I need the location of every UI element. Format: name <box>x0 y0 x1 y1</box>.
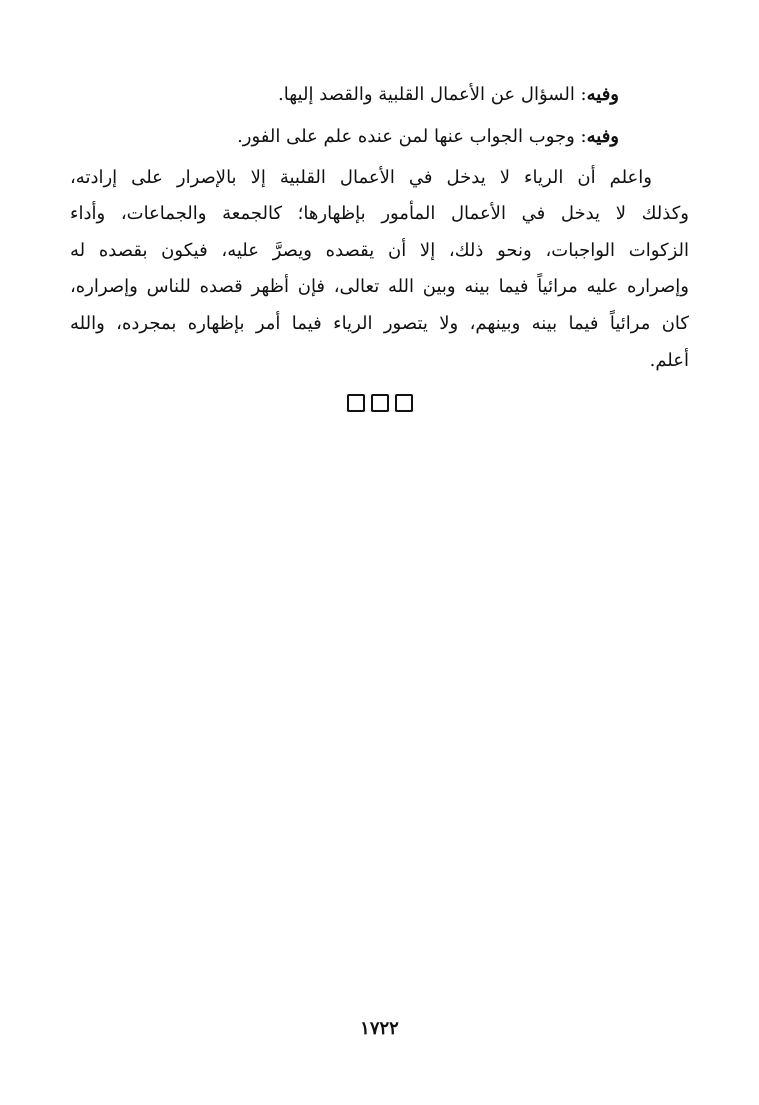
point-label-1: وفيه <box>586 84 619 105</box>
square-ornament-icon <box>395 394 413 412</box>
point-label-2: وفيه <box>586 126 619 147</box>
square-ornament-icon <box>347 394 365 412</box>
section-separator <box>0 394 759 416</box>
square-ornament-icon <box>371 394 389 412</box>
point-line-2 <box>70 126 689 147</box>
paragraph-line: أعلم. <box>649 350 689 371</box>
paragraph-line: واعلم أن الرياء لا يدخل في الأعمال القلبية إلا بالإصرار على إرادته، <box>70 167 652 188</box>
paragraph-line: وإصراره عليه مرائياً فيما بينه وبين الله تعالى، فإن أظهر قصده للناس وإصراره، <box>70 276 689 297</box>
paragraph-line: وكذلك لا يدخل في الأعمال المأمور بإظهارها؛ كالجمعة والجماعات، وأداء <box>70 203 689 224</box>
point-line-1 <box>70 84 689 105</box>
paragraph-line: الزكوات الواجبات، ونحو ذلك، إلا أن يقصده ويصرَّ عليه، فيكون بقصده له <box>70 240 689 261</box>
paragraph-line: كان مرائياً فيما بينه وبينهم، ولا يتصور الرياء فيما أمر بإظهاره بمجرده، والله <box>70 313 689 334</box>
point-text-1: : السؤال عن الأعمال القلبية والقصد إليها. <box>278 84 587 105</box>
page-number: ١٧٢٢ <box>360 1018 399 1039</box>
point-text-2: : وجوب الجواب عنها لمن عنده علم على الفور. <box>237 126 587 147</box>
